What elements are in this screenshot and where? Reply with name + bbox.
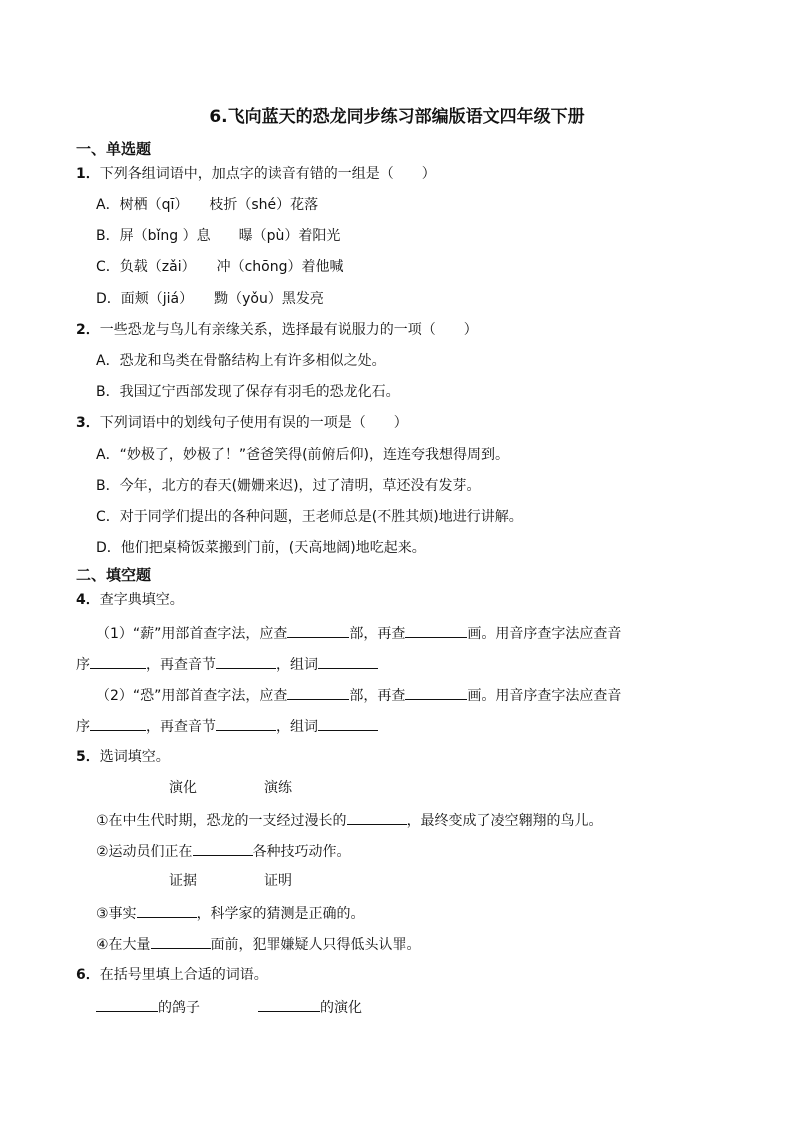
q5-sentence-2 <box>96 840 351 862</box>
blank[interactable] <box>96 996 158 1012</box>
q4-part2-line1 <box>96 684 621 706</box>
sentence-text: ②运动员们正在 <box>96 844 193 860</box>
q4-p2-text-e: ，再查音节 <box>146 719 216 735</box>
sentence-text: ，最终变成了凌空翱翔的鸟儿。 <box>406 813 603 829</box>
q2-option-a: A．恐龙和鸟类在骨骼结构上有许多相似之处。 <box>96 353 386 369</box>
q2-option-b: B．我国辽宁西部发现了保存有羽毛的恐龙化石。 <box>96 384 400 400</box>
word-choice-2: 演练 <box>264 780 292 796</box>
question-1 <box>76 164 436 184</box>
q5-sentence-1 <box>96 809 603 831</box>
blank[interactable] <box>287 684 349 700</box>
q1-option-d: D．面颊（jiá） 黝（yǒu）黑发亮 <box>96 291 324 307</box>
q6-item-2 <box>258 996 362 1018</box>
question-number: 1． <box>76 166 100 182</box>
q4-p1-text-f: ，组词 <box>276 657 318 673</box>
q4-p2-text-c: 画。用音序查字法应查音 <box>467 688 622 704</box>
q3-option-c: C．对于同学们提出的各种问题，王老师总是(不胜其烦)地进行讲解。 <box>96 509 523 525</box>
blank[interactable] <box>287 622 349 638</box>
blank[interactable] <box>137 902 197 918</box>
blank[interactable] <box>151 933 211 949</box>
sentence-text: 各种技巧动作。 <box>252 844 351 860</box>
item-text: 的演化 <box>320 1000 362 1016</box>
q4-part2-line2 <box>76 715 378 737</box>
q4-p2-text-b: 部，再查 <box>349 688 406 704</box>
q1-option-a: A．树栖（qī） 枝折（shé）花落 <box>96 197 319 213</box>
q4-part1-line2 <box>76 653 378 675</box>
item-text: 的鸽子 <box>158 1000 200 1016</box>
blank[interactable] <box>405 622 467 638</box>
question-text: 下列各组词语中，加点字的读音有错的一组是（ ） <box>99 166 436 182</box>
q4-p1-text-c: 画。用音序查字法应查音 <box>467 626 622 642</box>
question-number: 4． <box>76 592 100 608</box>
question-3 <box>76 413 408 433</box>
q3-option-a: A．“妙极了，妙极了！”爸爸笑得(前俯后仰)，连连夸我想得周到。 <box>96 447 510 463</box>
word-choice-1: 演化 <box>169 780 197 796</box>
q5-sentence-4 <box>96 933 421 955</box>
q4-p1-text-b: 部，再查 <box>349 626 406 642</box>
q4-part1-line1 <box>96 622 621 644</box>
question-number: 6． <box>76 967 100 983</box>
page-title: 6.飞向蓝天的恐龙同步练习部编版语文四年级下册 <box>209 107 585 127</box>
question-5 <box>76 747 170 767</box>
q4-p1-text-d: 序 <box>76 657 90 673</box>
section-heading-fill-in: 二、填空题 <box>76 566 152 584</box>
blank[interactable] <box>347 809 407 825</box>
blank[interactable] <box>216 653 276 669</box>
question-number: 2． <box>76 322 100 338</box>
question-number: 3． <box>76 415 100 431</box>
question-text: 在括号里填上合适的词语。 <box>99 967 268 983</box>
blank[interactable] <box>258 996 320 1012</box>
sentence-text: 面前，犯罪嫌疑人只得低头认罪。 <box>210 937 421 953</box>
word-choice-4: 证明 <box>264 873 292 889</box>
q3-option-d: D．他们把桌椅饭菜搬到门前，(天高地阔)地吃起来。 <box>96 540 426 556</box>
question-6 <box>76 965 268 985</box>
question-text: 下列词语中的划线句子使用有误的一项是（ ） <box>99 415 408 431</box>
question-text: 查字典填空。 <box>99 592 184 608</box>
blank[interactable] <box>90 653 146 669</box>
question-2 <box>76 320 478 340</box>
sentence-text: ④在大量 <box>96 937 151 953</box>
question-number: 5． <box>76 749 100 765</box>
q4-p2-text-f: ，组词 <box>276 719 318 735</box>
sentence-text: ③事实 <box>96 906 137 922</box>
q4-p2-text-d: 序 <box>76 719 90 735</box>
blank[interactable] <box>193 840 253 856</box>
word-choice-3: 证据 <box>169 873 197 889</box>
section-heading-single-choice: 一、单选题 <box>76 140 152 158</box>
question-text: 一些恐龙与鸟儿有亲缘关系，选择最有说服力的一项（ ） <box>99 322 478 338</box>
blank[interactable] <box>318 715 378 731</box>
question-4 <box>76 590 184 610</box>
q1-option-c: C．负载（zǎi） 冲（chōng）着他喊 <box>96 259 344 275</box>
q1-option-b: B．屏（bǐng ）息 曝（pù）着阳光 <box>96 228 341 244</box>
blank[interactable] <box>216 715 276 731</box>
blank[interactable] <box>90 715 146 731</box>
q4-p1-text-e: ，再查音节 <box>146 657 216 673</box>
blank[interactable] <box>405 684 467 700</box>
q4-p2-text-a: （2）“恐”用部首查字法，应查 <box>96 688 288 704</box>
sentence-text: ①在中生代时期，恐龙的一支经过漫长的 <box>96 813 347 829</box>
question-text: 选词填空。 <box>99 749 170 765</box>
q4-p1-text-a: （1）“薪”用部首查字法，应查 <box>96 626 288 642</box>
blank[interactable] <box>318 653 378 669</box>
q6-item-1 <box>96 996 200 1018</box>
q5-sentence-3 <box>96 902 365 924</box>
sentence-text: ，科学家的猜测是正确的。 <box>196 906 365 922</box>
q3-option-b: B．今年，北方的春天(姗姗来迟)，过了清明，草还没有发芽。 <box>96 478 481 494</box>
